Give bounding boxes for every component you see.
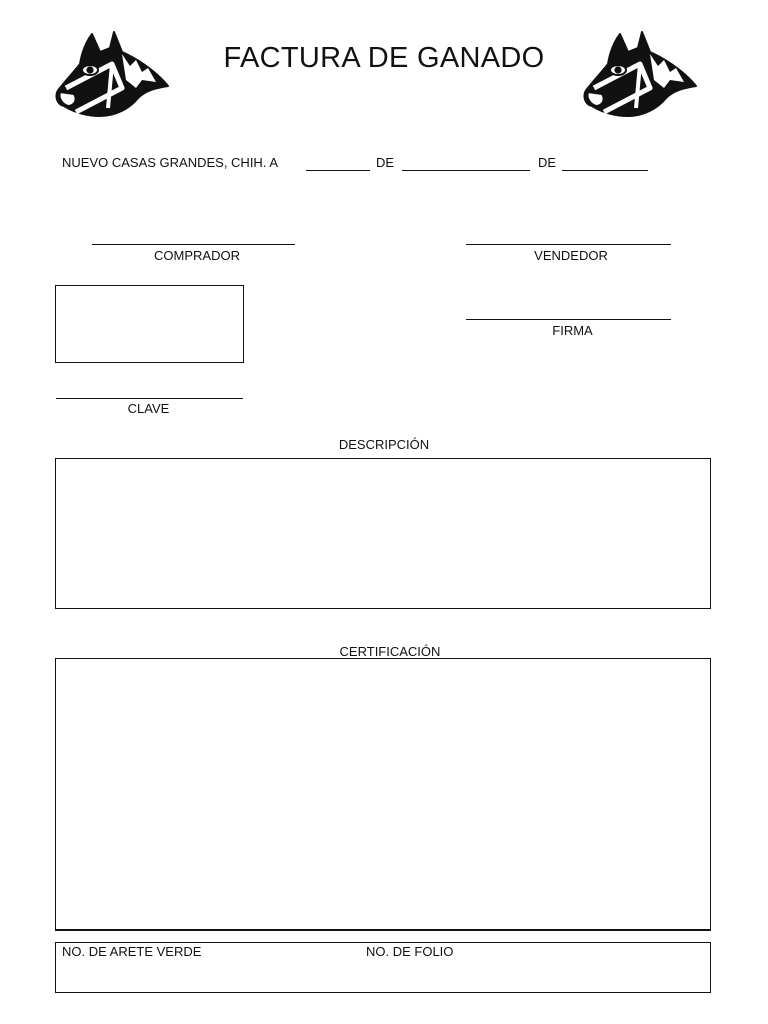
- place-date-prefix: NUEVO CASAS GRANDES, CHIH. A: [62, 155, 278, 170]
- comprador-signature-line[interactable]: [92, 244, 295, 245]
- comprador-label: COMPRADOR: [154, 248, 240, 263]
- clave-line[interactable]: [56, 398, 243, 399]
- vendedor-label: VENDEDOR: [534, 248, 608, 263]
- descripcion-box[interactable]: [55, 458, 711, 609]
- vendedor-signature-line[interactable]: [466, 244, 671, 245]
- descripcion-label: DESCRIPCIÓN: [338, 437, 430, 452]
- day-blank-line[interactable]: [306, 170, 370, 171]
- place-date-de-1: DE: [376, 155, 395, 170]
- firma-label: FIRMA: [552, 323, 593, 338]
- clave-label: CLAVE: [127, 401, 170, 416]
- folio-label: NO. DE FOLIO: [366, 944, 454, 959]
- place-date-de-2: DE: [538, 155, 557, 170]
- month-blank-line[interactable]: [402, 170, 530, 171]
- page-title: FACTURA DE GANADO: [223, 42, 545, 74]
- brand-box[interactable]: [55, 285, 244, 363]
- arete-label: NO. DE ARETE VERDE: [62, 944, 202, 959]
- certificacion-label: CERTIFICACIÓN: [339, 644, 441, 659]
- certificacion-box[interactable]: [55, 658, 711, 931]
- firma-signature-line[interactable]: [466, 319, 671, 320]
- year-blank-line[interactable]: [562, 170, 648, 171]
